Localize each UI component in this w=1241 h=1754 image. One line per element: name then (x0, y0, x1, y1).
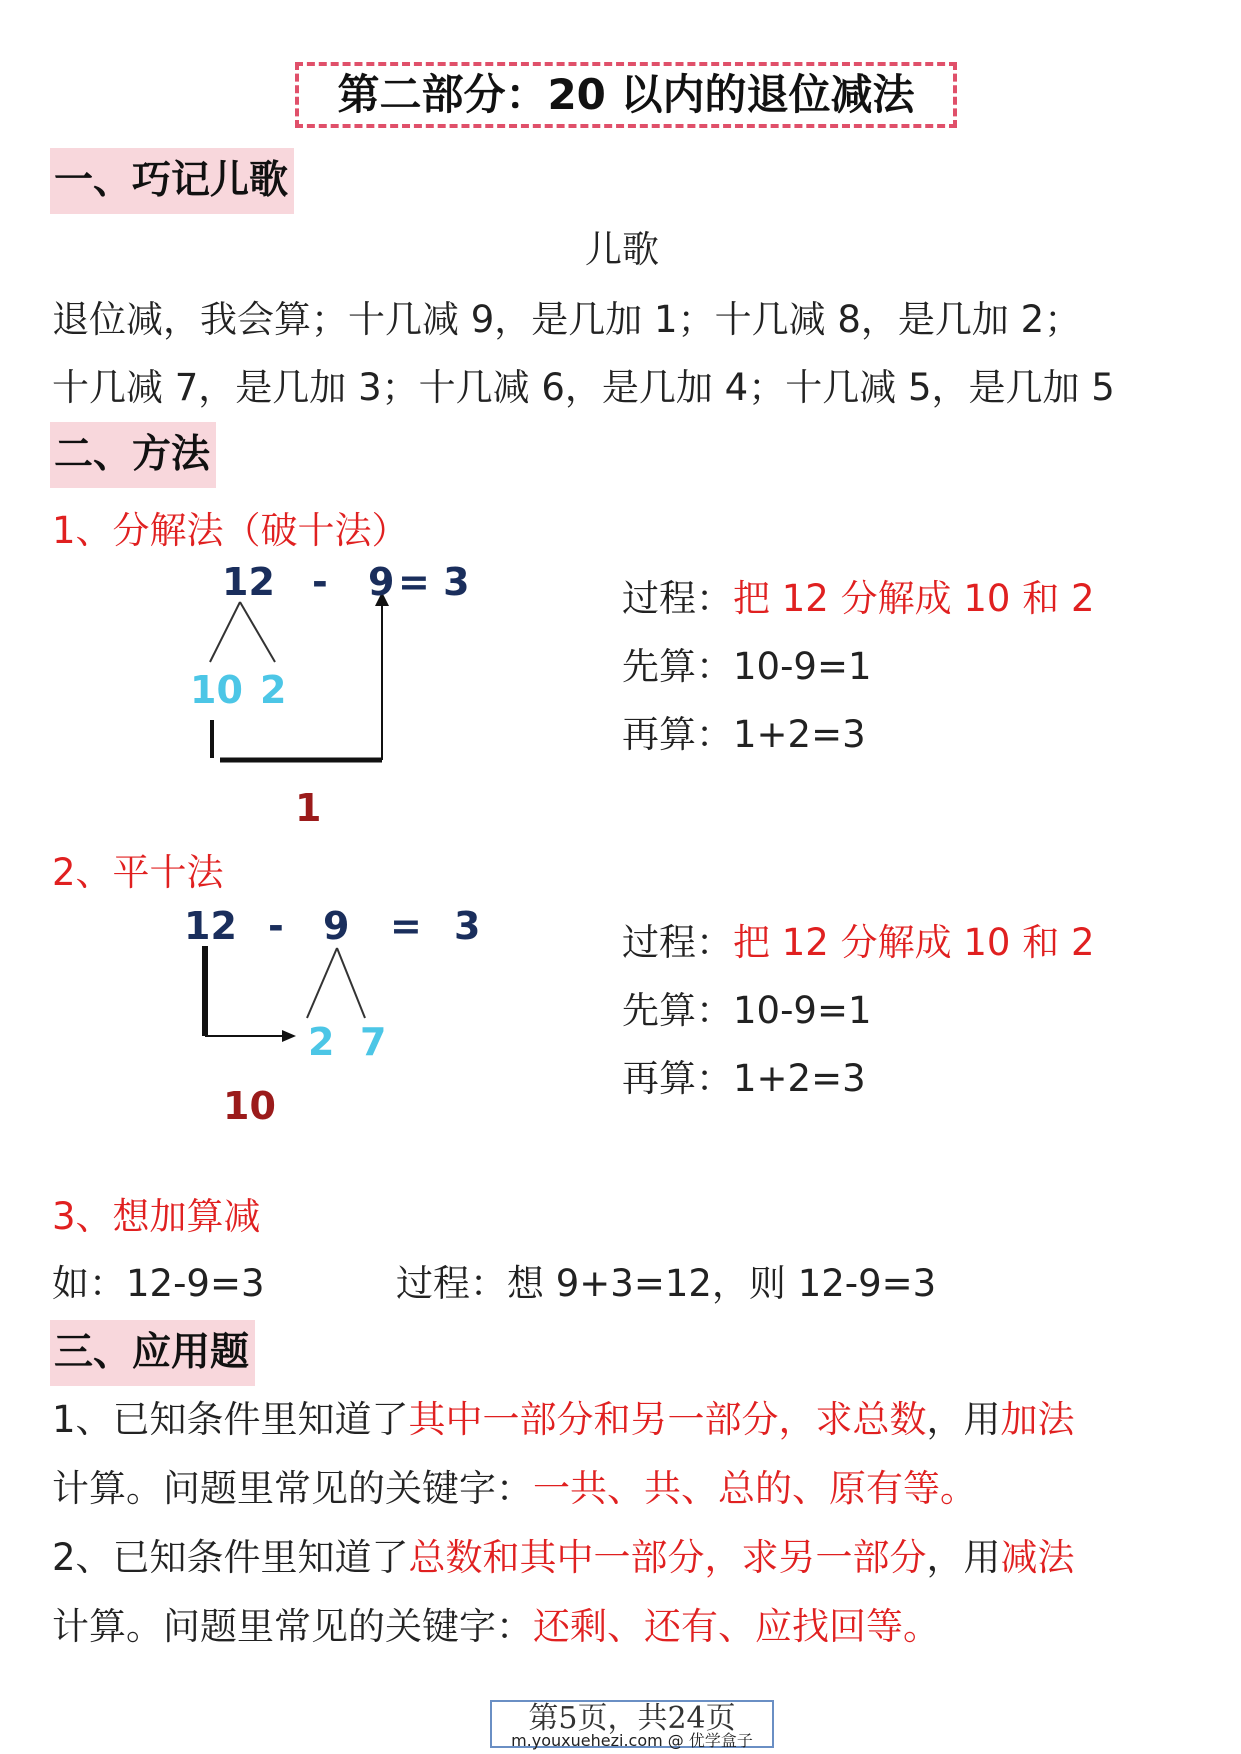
step-label: 过程： (622, 577, 733, 620)
step-label: 再算： (622, 1057, 733, 1100)
step-value: 把 12 分解成 10 和 2 (733, 921, 1095, 964)
method2-num-12: 12 (184, 904, 237, 948)
method1-result: = 3 (398, 560, 470, 604)
method1-step-second (622, 704, 866, 758)
step-value: 1+2=3 (733, 713, 866, 756)
method2-minus: - (268, 904, 284, 948)
step-label: 先算： (622, 645, 733, 688)
page-title: 第二部分：20 以内的退位减法 (295, 62, 957, 128)
method2-split-2: 2 (308, 1020, 335, 1064)
method2-split-7: 7 (360, 1020, 387, 1064)
step-value: 1+2=3 (733, 1057, 866, 1100)
method1-split-10: 10 (190, 668, 243, 712)
step-label: 过程： (622, 921, 733, 964)
method2-equals: = (390, 904, 422, 948)
rhyme-heading: 儿歌 (585, 228, 659, 271)
step-value: 把 12 分解成 10 和 2 (733, 577, 1095, 620)
text-highlight: 其中一部分和另一部分，求总数 (408, 1398, 927, 1441)
text-highlight: 还剩、还有、应找回等。 (533, 1605, 940, 1648)
method2-diagram (180, 904, 481, 1128)
method1-num-9: 9 (368, 560, 395, 604)
text-highlight: 减法 (1000, 1536, 1075, 1579)
watermark-site: m.youxuehezi.com @ 优学盒子 (511, 1731, 753, 1750)
page-number: 第5页，共24页 (528, 1701, 736, 1736)
method1-minus: - (312, 560, 328, 604)
application-1-line-1 (52, 1394, 1075, 1446)
method3-process: 过程：想 9+3=12，则 12-9=3 (396, 1262, 937, 1305)
method3-title: 3、想加算减 (52, 1195, 261, 1238)
text-plain: 2、已知条件里知道了 (52, 1536, 409, 1579)
method1-split-2: 2 (260, 668, 287, 712)
method1-title: 1、分解法（破十法） (52, 509, 409, 552)
application-2-line-1 (52, 1532, 1075, 1584)
section-heading-application: 三、应用题 (50, 1320, 255, 1386)
text-highlight: 一共、共、总的、原有等。 (533, 1467, 977, 1510)
text-highlight: 总数和其中一部分，求另一部分 (408, 1536, 927, 1579)
method2-mid-10: 10 (223, 1084, 276, 1128)
method2-title: 2、平十法 (52, 851, 224, 894)
section-heading-rhyme: 一、巧记儿歌 (50, 148, 294, 214)
rhyme-line-2: 十几减 7，是几加 3；十几减 6，是几加 4；十几减 5，是几加 5 (52, 366, 1115, 409)
step-label: 先算： (622, 989, 733, 1032)
step-value: 10-9=1 (733, 645, 872, 688)
step-value: 10-9=1 (733, 989, 872, 1032)
text-plain: 计算。问题里常见的关键字： (52, 1467, 533, 1510)
method2-step-second (622, 1048, 866, 1102)
method1-mid-1: 1 (295, 786, 322, 830)
text-highlight: 加法 (1000, 1398, 1075, 1441)
text-plain: ，用 (926, 1398, 1001, 1441)
section-heading-method: 二、方法 (50, 422, 216, 488)
method3-example: 如：12-9=3 (52, 1262, 265, 1305)
rhyme-line-1: 退位减，我会算；十几减 9，是几加 1；十几减 8，是几加 2； (52, 298, 1082, 341)
method1-step-process (622, 568, 1095, 622)
method2-step-first (622, 980, 872, 1034)
method1-num-12: 12 (222, 560, 275, 604)
method2-step-process (622, 912, 1095, 966)
application-1-line-2 (52, 1463, 977, 1515)
method2-num-9: 9 (323, 904, 350, 948)
method1-step-first (622, 636, 872, 690)
method2-result: 3 (454, 904, 481, 948)
step-label: 再算： (622, 713, 733, 756)
application-2-line-2 (52, 1601, 940, 1653)
text-plain: 1、已知条件里知道了 (52, 1398, 409, 1441)
text-plain: ，用 (926, 1536, 1001, 1579)
method1-diagram (190, 560, 490, 830)
text-plain: 计算。问题里常见的关键字： (52, 1605, 533, 1648)
page-footer (490, 1700, 774, 1748)
